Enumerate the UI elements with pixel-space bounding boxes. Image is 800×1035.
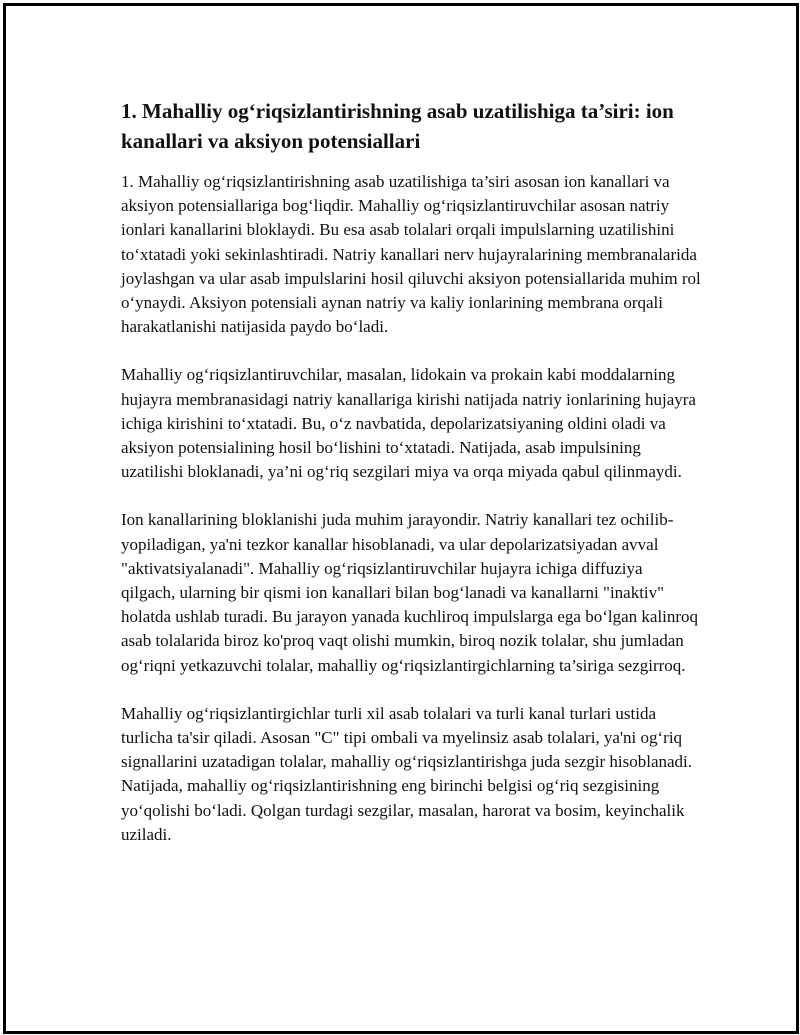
paragraph-1: 1. Mahalliy og‘riqsizlantirishning asab uzatilishiga ta’siri asosan ion kanallari va aksiyon potensiallariga bog‘liqdir. Mahalliy og‘riqsizlantiruvchilar asosan natriy ionlari kanallarini bloklaydi. Bu esa asab tolalari orqali impulslarning uzatilishini to‘xtatadi yoki sekinlashtiradi. Natriy kanallari nerv hujayralarining membranalarida joylashgan va ular asab impulslarini hosil qiluvchi aksiyon potensiallarida muhim rol o‘ynaydi. Aksiyon potensiali aynan natriy va kaliy ionlarining membrana orqali harakatlanishi natijasida paydo bo‘ladi. — [121, 172, 701, 337]
paragraph-3: Ion kanallarining bloklanishi juda muhim jarayondir. Natriy kanallari tez ochilib-yopiladigan, ya'ni tezkor kanallar hisoblanadi, va ular depolarizatsiyadan avval "aktivatsiyalanadi". Mahalliy og‘riqsizlantiruvchilar hujayra ichiga diffuziya qilgach, ularning bir qismi ion kanallari bilan bog‘lanadi va kanallarni "inaktiv" holatda ushlab turadi. Bu jarayon yanada kuchliroq impulslarga ega bo‘lgan kalinroq asab tolalarida biroz ko'proq vaqt olishi mumkin, biroq nozik tolalar, shu jumladan og‘riqni yetkazuvchi tolalar, mahalliy og‘riqsizlantirgichlarning ta’siriga sezgirroq. — [121, 510, 699, 675]
page-border — [3, 3, 799, 1034]
document-title: 1. Mahalliy og‘riqsizlantirishning asab uzatilishiga ta’siri: ion kanallari va aksiyon potensiallari — [121, 99, 674, 153]
paragraph-2: Mahalliy og‘riqsizlantiruvchilar, masalan, lidokain va prokain kabi moddalarning hujayra membranasidagi natriy kanallariga kirishi natijada natriy ionlarining hujayra ichiga kirishini to‘xtatadi. Bu, o‘z navbatida, depolarizatsiyaning oldini oladi va aksiyon potensialining hosil bo‘lishini to‘xtatadi. Natijada, asab impulsining uzatilishi bloklanadi, ya’ni og‘riq sezgilari miya va orqa miyada qabul qilinmaydi. — [121, 365, 696, 482]
paragraph-4: Mahalliy og‘riqsizlantirgichlar turli xil asab tolalari va turli kanal turlari ustida turlicha ta'sir qiladi. Asosan "C" tipi ombali va myelinsiz asab tolalari, ya'ni og‘riq signallarini uzatadigan tolalar, mahalliy og‘riqsizlantirishga juda sezgir hisoblanadi. Natijada, mahalliy og‘riqsizlantirishning eng birinchi belgisi og‘riq sezgisining yo‘qolishi bo‘ladi. Qolgan turdagi sezgilar, masalan, harorat va bosim, keyinchalik uziladi. — [121, 703, 693, 844]
document-body — [121, 96, 701, 871]
